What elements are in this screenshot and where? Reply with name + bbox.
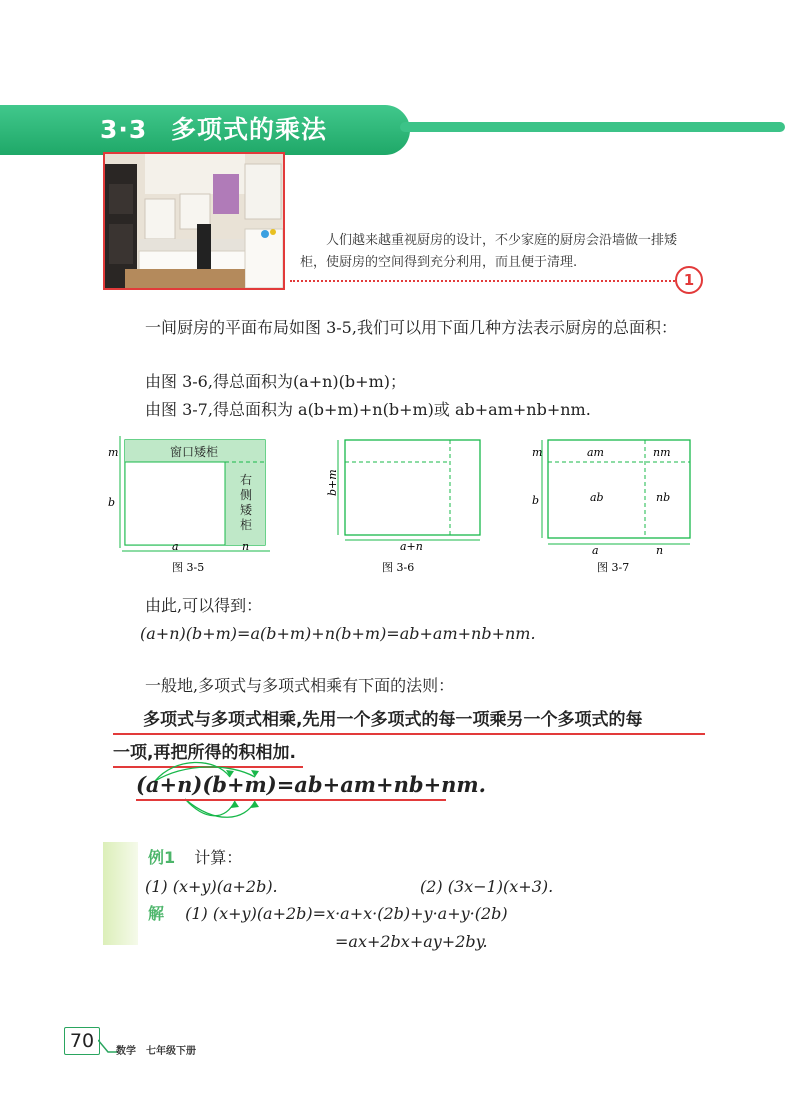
solution-line-1 xyxy=(148,900,508,927)
paragraph-5: 一般地,多项式与多项式相乘有下面的法则： xyxy=(145,676,455,695)
equation-underline xyxy=(136,799,446,801)
fig37-caption: 图 3-7 xyxy=(597,561,630,574)
solution-label: 解 xyxy=(148,904,165,923)
page-number: 70 xyxy=(64,1027,100,1055)
fig37-am: am xyxy=(587,446,604,459)
fig35-right-label-3: 矮 xyxy=(240,503,253,517)
figure-3-5 xyxy=(108,436,270,574)
fig37-ab: ab xyxy=(590,491,604,504)
example-label: 例1 xyxy=(148,848,176,867)
rule-line-2: 一项,再把所得的积相加. xyxy=(113,743,296,763)
example-heading xyxy=(148,844,242,871)
fig36-bottom: a+n xyxy=(400,540,423,553)
fig35-b: b xyxy=(108,496,116,509)
paragraph-3: 由图 3-7,得总面积为 a(b+m)+n(b+m)或 ab+am+nb+nm. xyxy=(145,400,591,419)
book-title: 数学 七年级下册 xyxy=(116,1046,196,1057)
section-name: 多项式的乘法 xyxy=(171,115,328,144)
figure-3-7 xyxy=(532,440,690,574)
fig35-caption: 图 3-5 xyxy=(172,561,205,574)
example-prompt: 计算： xyxy=(194,848,243,867)
solution-line-2: =ax+2bx+ay+2by. xyxy=(335,932,488,951)
example-sidebar xyxy=(103,842,138,945)
paragraph-2: 由图 3-6,得总面积为(a+n)(b+m)； xyxy=(145,372,406,391)
paragraph-4: 由此,可以得到： xyxy=(145,596,263,615)
fig37-n: n xyxy=(656,544,664,557)
intro-text: 人们越来越重视厨房的设计，不少家庭的厨房会沿墙做一排矮柜，使厨房的空间得到充分利用，而且便于清理. xyxy=(300,233,678,270)
fig35-right-label-4: 柜 xyxy=(240,518,253,532)
section-header-rule xyxy=(400,122,785,132)
fig35-n: n xyxy=(242,540,250,553)
paragraph-1: 一间厨房的平面布局如图 3-5,我们可以用下面几种方法表示厨房的总面积： xyxy=(145,318,677,337)
bold-equation: (a+n)(b+m)=ab+am+nb+nm. xyxy=(136,772,486,797)
figure-3-6 xyxy=(326,440,480,574)
example-question-2: (2) (3x−1)(x+3). xyxy=(420,877,554,896)
section-number: 3·3 xyxy=(100,115,148,144)
fig37-b: b xyxy=(532,494,540,507)
fig35-m: m xyxy=(108,446,119,459)
example-question-1: (1) (x+y)(a+2b). xyxy=(145,877,278,896)
fig37-m: m xyxy=(532,446,543,459)
page-tab-icon xyxy=(98,1038,118,1054)
fig35-right-label-2: 侧 xyxy=(240,488,253,502)
fig35-right-label-1: 右 xyxy=(240,473,253,487)
fig36-caption: 图 3-6 xyxy=(382,561,415,574)
fig37-nb: nb xyxy=(656,491,671,504)
equation-1: (a+n)(b+m)=a(b+m)+n(b+m)=ab+am+nb+nm. xyxy=(140,624,536,643)
margin-marker: 1 xyxy=(675,266,703,294)
dotted-divider xyxy=(290,280,682,282)
kitchen-photo xyxy=(103,152,285,290)
rule-underline-1 xyxy=(113,733,705,735)
solution-text-1: (1) (x+y)(a+2b)=x·a+x·(2b)+y·a+y·(2b) xyxy=(185,904,508,923)
rule-line-1: 多项式与多项式相乘,先用一个多项式的每一项乘另一个多项式的每 xyxy=(143,710,643,730)
fig35-a: a xyxy=(172,540,179,553)
figures-row xyxy=(100,436,740,586)
fig35-window-label: 窗口矮柜 xyxy=(170,445,219,459)
kitchen-photo-illustration xyxy=(105,154,283,288)
fig36-side: b+m xyxy=(326,469,339,496)
section-title xyxy=(100,108,327,152)
fig37-nm: nm xyxy=(653,446,671,459)
fig37-a: a xyxy=(592,544,599,557)
